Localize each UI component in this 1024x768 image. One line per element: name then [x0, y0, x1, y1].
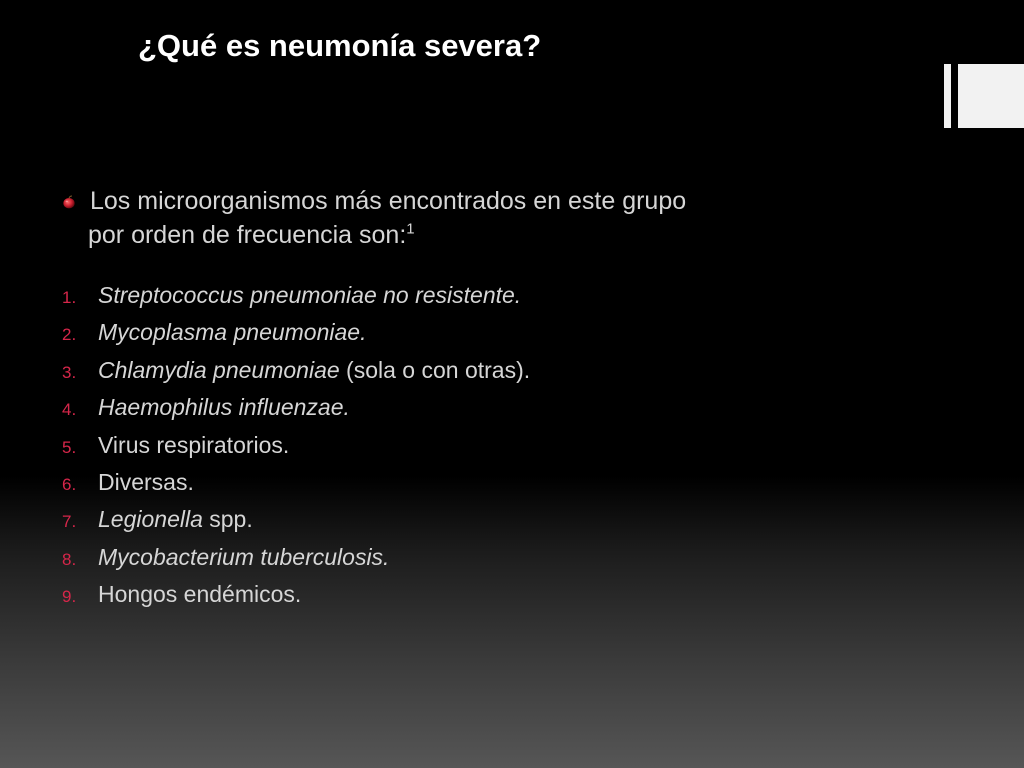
list-number: 9.: [62, 587, 77, 607]
list-number: 2.: [62, 325, 77, 345]
list-number: 8.: [62, 549, 77, 569]
list-item-italic: Mycobacterium tuberculosis.: [98, 543, 390, 570]
list-item-italic: Haemophilus influenzae.: [98, 394, 350, 421]
list-item-plain: Virus respiratorios.: [98, 431, 290, 458]
list-number: 1.: [62, 288, 77, 307]
decorative-block: [958, 64, 1024, 128]
intro-bullet: [60, 184, 860, 252]
intro-text-1: Los microorganismos más encontrados en este grupo: [90, 187, 687, 215]
list-item-plain: Diversas.: [98, 468, 194, 495]
list-item: [62, 465, 530, 502]
slide-title: ¿Qué es neumonía severa?: [138, 28, 542, 63]
list-number: 5.: [62, 437, 77, 457]
list-item-italic: Mycoplasma pneumoniae.: [98, 319, 367, 346]
list-item: [62, 428, 530, 465]
decorative-bar: [944, 64, 951, 128]
list-number: 4.: [62, 400, 77, 420]
list-item: [62, 502, 530, 539]
list-item-plain: (sola o con otras).: [339, 356, 531, 383]
list-number: 6.: [62, 474, 77, 494]
list-item: [62, 315, 530, 352]
list-item-italic: Streptococcus pneumoniae no resistente.: [98, 282, 522, 308]
list-item: [62, 353, 530, 390]
list-item-plain: spp.: [202, 506, 253, 533]
list-number: 7.: [62, 512, 77, 532]
intro-line-1: [60, 184, 860, 218]
list-item: [62, 278, 530, 315]
list-item: [62, 540, 530, 577]
intro-text-2: por orden de frecuencia son:: [88, 221, 407, 249]
microorganism-list: [62, 278, 530, 615]
list-item: [62, 577, 530, 614]
list-item-italic: Legionella: [98, 506, 203, 533]
footnote-marker: 1: [406, 220, 415, 238]
list-item-italic: Chlamydia pneumoniae: [98, 356, 340, 383]
list-item-plain: Hongos endémicos.: [98, 581, 302, 608]
list-number: 3.: [62, 362, 77, 382]
red-apple-icon: [62, 195, 76, 209]
intro-line-2: [60, 218, 860, 252]
list-item: [62, 390, 530, 427]
